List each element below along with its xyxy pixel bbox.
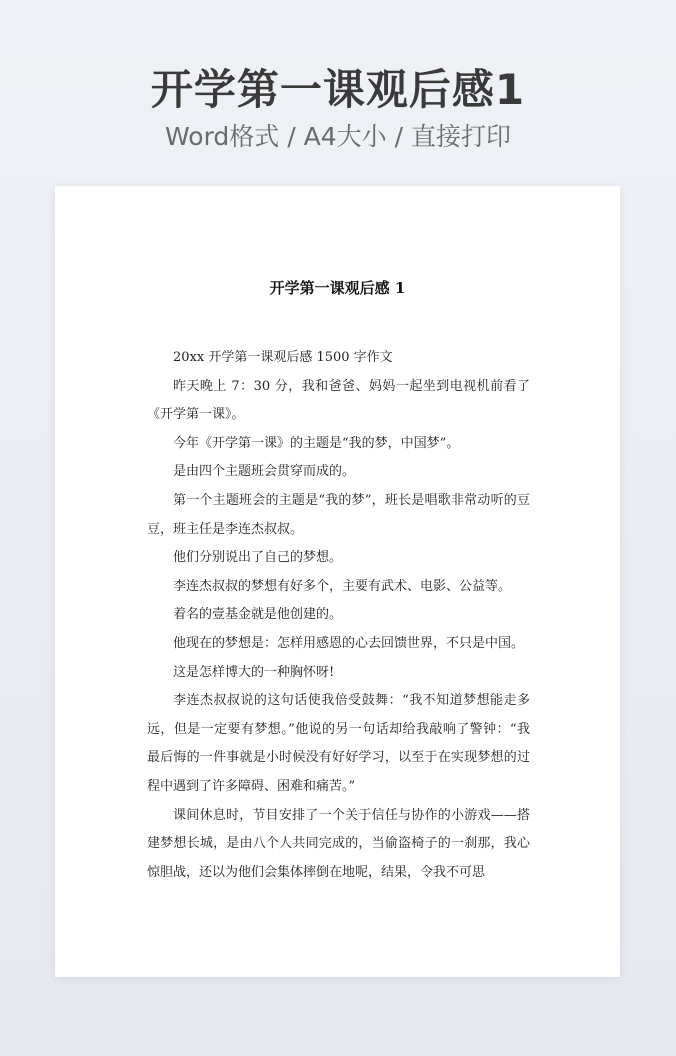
paragraph: 他现在的梦想是：怎样用感恩的心去回馈世界，不只是中国。 [173,635,525,651]
paragraph: 课间休息时，节目安排了一个关于信任与协作的小游戏——搭建梦想长城，是由八个人共同完成的，当偷盗椅子的一刹那，我心惊胆战，还以为他们会集体摔倒在地呢，结果，令我不可思 [147,807,530,880]
paragraph: 是由四个主题班会贯穿而成的。 [173,464,356,480]
page-subtitle: Word格式 / A4大小 / 直接打印 [165,122,511,151]
paragraph: 第一个主题班会的主题是“我的梦”，班长是唱歌非常动听的豆豆，班主任是李连杰叔叔。 [147,492,530,537]
paragraph: 今年《开学第一课》的主题是“我的梦，中国梦”。 [173,435,460,451]
page-title: 开学第一课观后感1 [150,65,526,114]
paragraph: 这是怎样博大的一种胸怀呀! [173,664,335,680]
paragraph: 20xx 开学第一课观后感 1500 字作文 [173,350,393,365]
document-body [147,344,530,887]
paragraph: 着名的壹基金就是他创建的。 [173,607,343,623]
paragraph: 李连杰叔叔的梦想有好多个，主要有武术、电影、公益等。 [173,578,512,594]
paragraph: 李连杰叔叔说的这句话使我倍受鼓舞：“我不知道梦想能走多远，但是一定要有梦想。”他说的另一句话却给我敲响了警钟：“我最后悔的一件事就是小时候没有好好学习，以至于在实现梦想的过程中遇到了许多障碍、困难和痛苦。” [147,693,530,794]
paragraph: 他们分别说出了自己的梦想。 [173,550,343,566]
document-title: 开学第一课观后感 1 [269,279,406,297]
document-page [55,186,620,977]
page-header [0,62,676,154]
paragraph: 昨天晚上 7：30 分，我和爸爸、妈妈一起坐到电视机前看了《开学第一课》。 [147,378,530,423]
